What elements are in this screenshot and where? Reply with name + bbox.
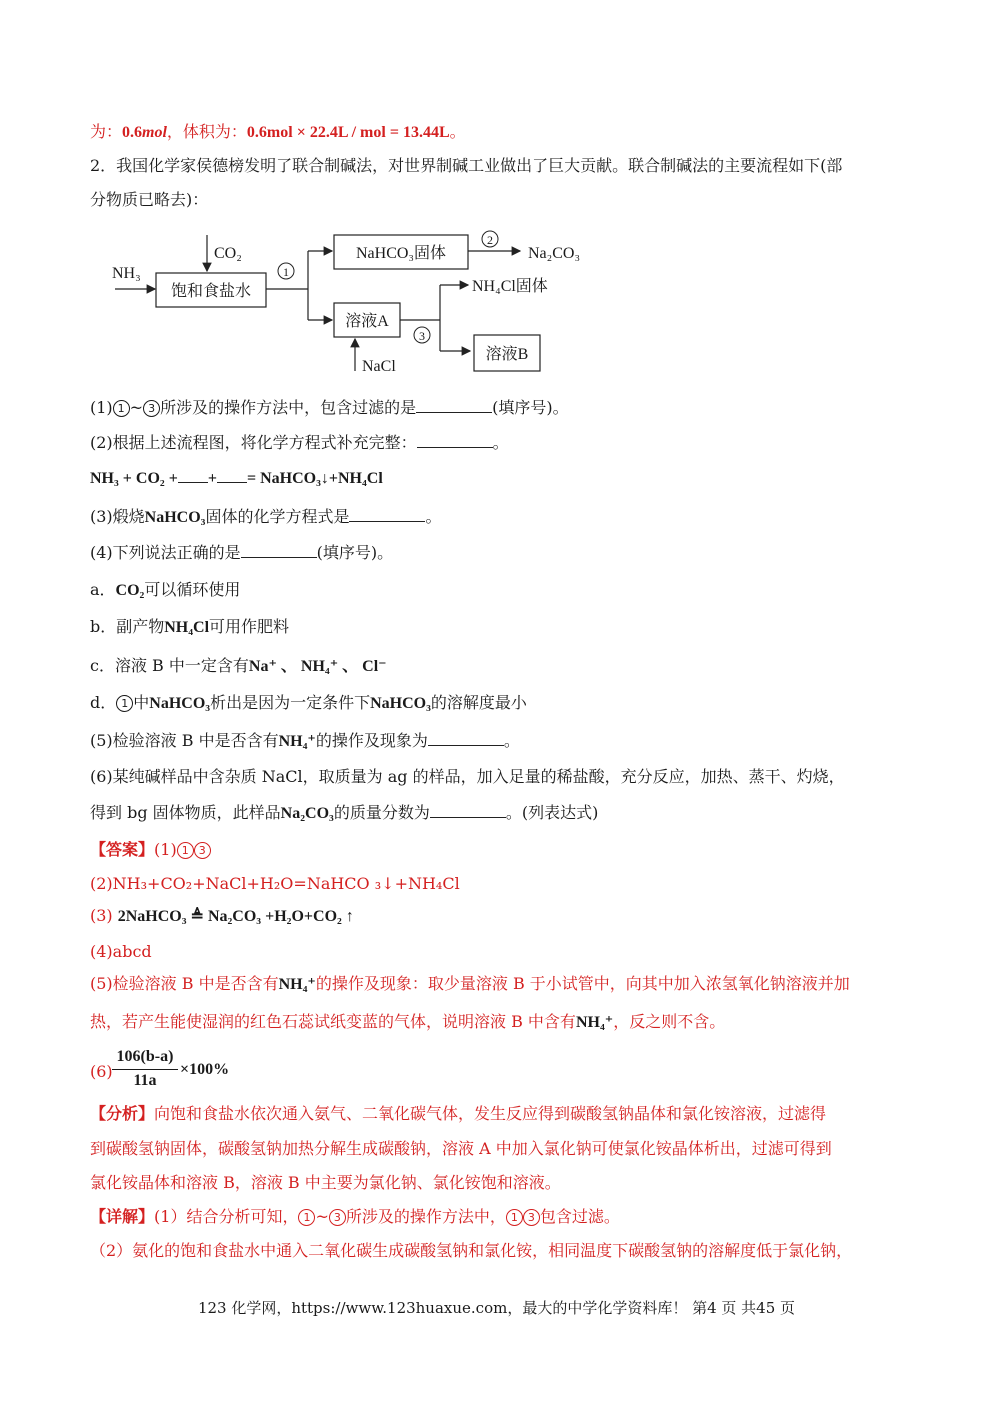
- analysis-label: 【分析】: [90, 1106, 155, 1123]
- detail-text2: 所涉及的操作方法中，: [345, 1207, 506, 1226]
- option-a: [90, 580, 240, 601]
- q5-text2: 的操作及现象为: [315, 731, 428, 750]
- intro-end: 。: [449, 122, 466, 141]
- q1-blank[interactable]: [416, 398, 492, 413]
- option-d-text1: 中: [133, 693, 150, 712]
- flow-box-brine-label: 饱和食盐水: [170, 281, 252, 300]
- q6-line2: [90, 803, 598, 824]
- equation-right: = NaHCO₃↓+NH₄Cl: [246, 470, 383, 487]
- equation-blank-2[interactable]: [217, 468, 247, 483]
- option-d-label: d．: [90, 693, 117, 712]
- answer-6-prefix: (6): [90, 1062, 113, 1081]
- flow-box-nahco3-label: NaHCO₃固体: [355, 245, 447, 262]
- intro-prefix: 为：: [90, 122, 123, 141]
- flow-nh3-label: NH₃: [112, 265, 141, 282]
- question-stem-line1: 2．我国化学家侯德榜发明了联合制碱法，对世界制碱工业做出了巨大贡献。联合制碱法的主要流程如下(部: [90, 156, 843, 175]
- circled-1: 1: [298, 1209, 315, 1226]
- option-d-text2: 析出是因为一定条件下: [210, 693, 371, 712]
- answer-1: [90, 840, 211, 861]
- detail-label: 【详解】: [90, 1209, 155, 1226]
- page-footer: 123 化学网，https://www.123huaxue.com，最大的中学化学资料库！ 第4 页 共45 页: [197, 1299, 796, 1317]
- q5-line: [90, 731, 520, 752]
- answer-3: [90, 906, 354, 927]
- answer-6-numerator: 106(b-a): [116, 1048, 174, 1065]
- detail-text3: 包含过滤。: [539, 1207, 620, 1226]
- flow-step2-label: 2: [487, 233, 493, 247]
- circled-3: 3: [194, 842, 211, 859]
- intro-line: [90, 122, 466, 143]
- analysis-line2: 到碳酸氢钠固体，碳酸氢钠加热分解生成碳酸钠，溶液 A 中加入氯化钠可使氯化铵晶体析出，过滤可得到: [90, 1139, 832, 1158]
- q4-blank[interactable]: [241, 543, 317, 558]
- q2-end: 。: [492, 433, 509, 452]
- detail-text1: (1）结合分析可知，: [154, 1207, 299, 1226]
- option-c-ions: Na⁺ 、 NH₄⁺ 、 Cl⁻: [248, 658, 387, 675]
- flow-na2co3-label: Na₂CO₃: [528, 245, 581, 262]
- circled-1: 1: [113, 400, 130, 417]
- q6-text2: 的质量分数为: [333, 803, 430, 822]
- q3-blank[interactable]: [349, 507, 425, 522]
- intro-mol-value: 0.6: [122, 124, 143, 141]
- answer-5-ion-2: NH₄⁺: [575, 1014, 614, 1031]
- option-a-chem: CO₂: [115, 582, 145, 599]
- detail-line1: [90, 1207, 620, 1228]
- question-stem-line2: 分物质已略去)：: [90, 190, 209, 209]
- answer-3-equation: 2NaHCO₃ ≜ Na₂CO₃ +H₂O+CO₂ ↑: [117, 908, 354, 925]
- answer-5-text4: ，反之则不含。: [613, 1012, 726, 1031]
- q2-line: [90, 433, 509, 453]
- answer-label: 【答案】: [90, 842, 155, 859]
- q3-text: 固体的化学方程式是: [205, 507, 350, 526]
- q5-ion: NH₄⁺: [278, 733, 316, 750]
- q3-line: [90, 507, 442, 528]
- intro-mid: ，体积为：: [166, 122, 247, 141]
- q1-text: 所涉及的操作方法中，包含过滤的是: [160, 398, 417, 417]
- intro-mol-unit: mol: [142, 124, 167, 141]
- circled-1: 1: [506, 1209, 523, 1226]
- q3-end: 。: [425, 507, 442, 526]
- circled-3: 3: [523, 1209, 540, 1226]
- equation-plus: +: [207, 470, 217, 487]
- equation-left: NH₃ + CO₂ +: [90, 470, 178, 487]
- option-d: [90, 693, 527, 714]
- q4-line: [90, 543, 393, 563]
- q4-end: (填序号)。: [316, 543, 394, 562]
- q6-chem: Na₂CO₃: [280, 805, 334, 822]
- q5-end: 。: [503, 731, 520, 750]
- flow-co2-label: CO₂: [214, 245, 242, 262]
- q6-line1: (6)某纯碱样品中含杂质 NaCl，取质量为 ag 的样品，加入足量的稀盐酸，充分反应，加热、蒸干、灼烧，: [90, 767, 845, 786]
- q4-text: (4)下列说法正确的是: [90, 543, 241, 562]
- flow-step1-label: 1: [283, 265, 289, 279]
- option-b-label: b．副产物: [90, 617, 165, 636]
- answer-4: (4)abcd: [90, 942, 152, 961]
- q1-number: (1): [90, 398, 113, 417]
- intro-expression: 0.6mol × 22.4L / mol = 13.44L: [246, 124, 450, 141]
- q3-prefix: (3)煅烧: [90, 507, 145, 526]
- answer-5-text2: 的操作及现象：取少量溶液 B 于小试管中，向其中加入浓氢氧化钠溶液并加: [315, 974, 850, 993]
- flow-diagram: [110, 225, 610, 375]
- option-d-chem: NaHCO₃: [149, 695, 211, 712]
- option-b: [90, 617, 289, 638]
- circled-3: 3: [329, 1209, 346, 1226]
- detail-line2: （2）氨化的饱和食盐水中通入二氧化碳生成碳酸氢钠和氯化铵，相同温度下碳酸氢钠的溶解度低于氯化钠，: [90, 1241, 853, 1260]
- analysis-text1: 向饱和食盐水依次通入氨气、二氧化碳气体，发生反应得到碳酸氢钠晶体和氯化铵溶液，过滤得: [154, 1104, 827, 1123]
- analysis-line3: 氯化铵晶体和溶液 B，溶液 B 中主要为氯化钠、氯化铵饱和溶液。: [90, 1173, 561, 1192]
- answer-6-denominator: 11a: [133, 1072, 157, 1089]
- q6-blank[interactable]: [430, 803, 506, 818]
- option-c-label: c．溶液 B 中一定含有: [90, 656, 249, 675]
- answer-5-ion: NH₄⁺: [278, 976, 316, 993]
- option-a-text: 可以循环使用: [144, 580, 241, 599]
- flow-box-solution-a-label: 溶液A: [345, 313, 389, 330]
- flow-nh4cl-label: NH₄Cl固体: [472, 278, 548, 295]
- q5-text: (5)检验溶液 B 中是否含有: [90, 731, 279, 750]
- answer-6-fraction-bar: [112, 1069, 178, 1070]
- q2-blank[interactable]: [417, 433, 493, 448]
- circled-1: 1: [177, 842, 194, 859]
- answer-5-line2: [90, 1012, 725, 1033]
- option-a-label: a．: [90, 580, 116, 599]
- answer-3-prefix: (3): [90, 906, 118, 925]
- answer-5-line1: [90, 974, 850, 995]
- option-d-text3: 的溶解度最小: [430, 693, 527, 712]
- analysis-line1: [90, 1104, 826, 1125]
- answer-5-text3: 热，若产生能使湿润的红色石蕊试纸变蓝的气体，说明溶液 B 中含有: [90, 1012, 576, 1031]
- q1-line: [90, 398, 569, 418]
- flow-step3-label: 3: [419, 329, 425, 343]
- option-b-chem: NH₄Cl: [164, 619, 210, 636]
- tilde: ~: [315, 1207, 329, 1226]
- flow-box-solution-b-label: 溶液B: [485, 346, 529, 363]
- circled-1: 1: [116, 695, 133, 712]
- option-c: [90, 656, 387, 677]
- q6-end: 。(列表达式): [505, 803, 599, 822]
- q1-end: (填序号)。: [492, 398, 569, 417]
- answer-5-text: (5)检验溶液 B 中是否含有: [90, 974, 279, 993]
- q2-text: (2)根据上述流程图，将化学方程式补充完整：: [90, 433, 417, 452]
- answer-1-number: (1): [154, 840, 177, 859]
- option-d-chem-2: NaHCO₃: [370, 695, 431, 712]
- q3-chem: NaHCO₃: [144, 509, 206, 526]
- option-b-text: 可用作肥料: [209, 617, 290, 636]
- q2-equation: [90, 468, 383, 489]
- equation-blank-1[interactable]: [178, 468, 208, 483]
- answer-2: (2)NH₃+CO₂+NaCl+H₂O=NaHCO ₃↓+NH₄Cl: [90, 874, 460, 893]
- q5-blank[interactable]: [428, 731, 504, 746]
- answer-6-tail: ×100%: [180, 1061, 230, 1078]
- circled-3: 3: [143, 400, 160, 417]
- flow-nacl-label: NaCl: [362, 358, 396, 375]
- tilde: ~: [129, 398, 144, 417]
- q6-text: 得到 bg 固体物质，此样品: [90, 803, 281, 822]
